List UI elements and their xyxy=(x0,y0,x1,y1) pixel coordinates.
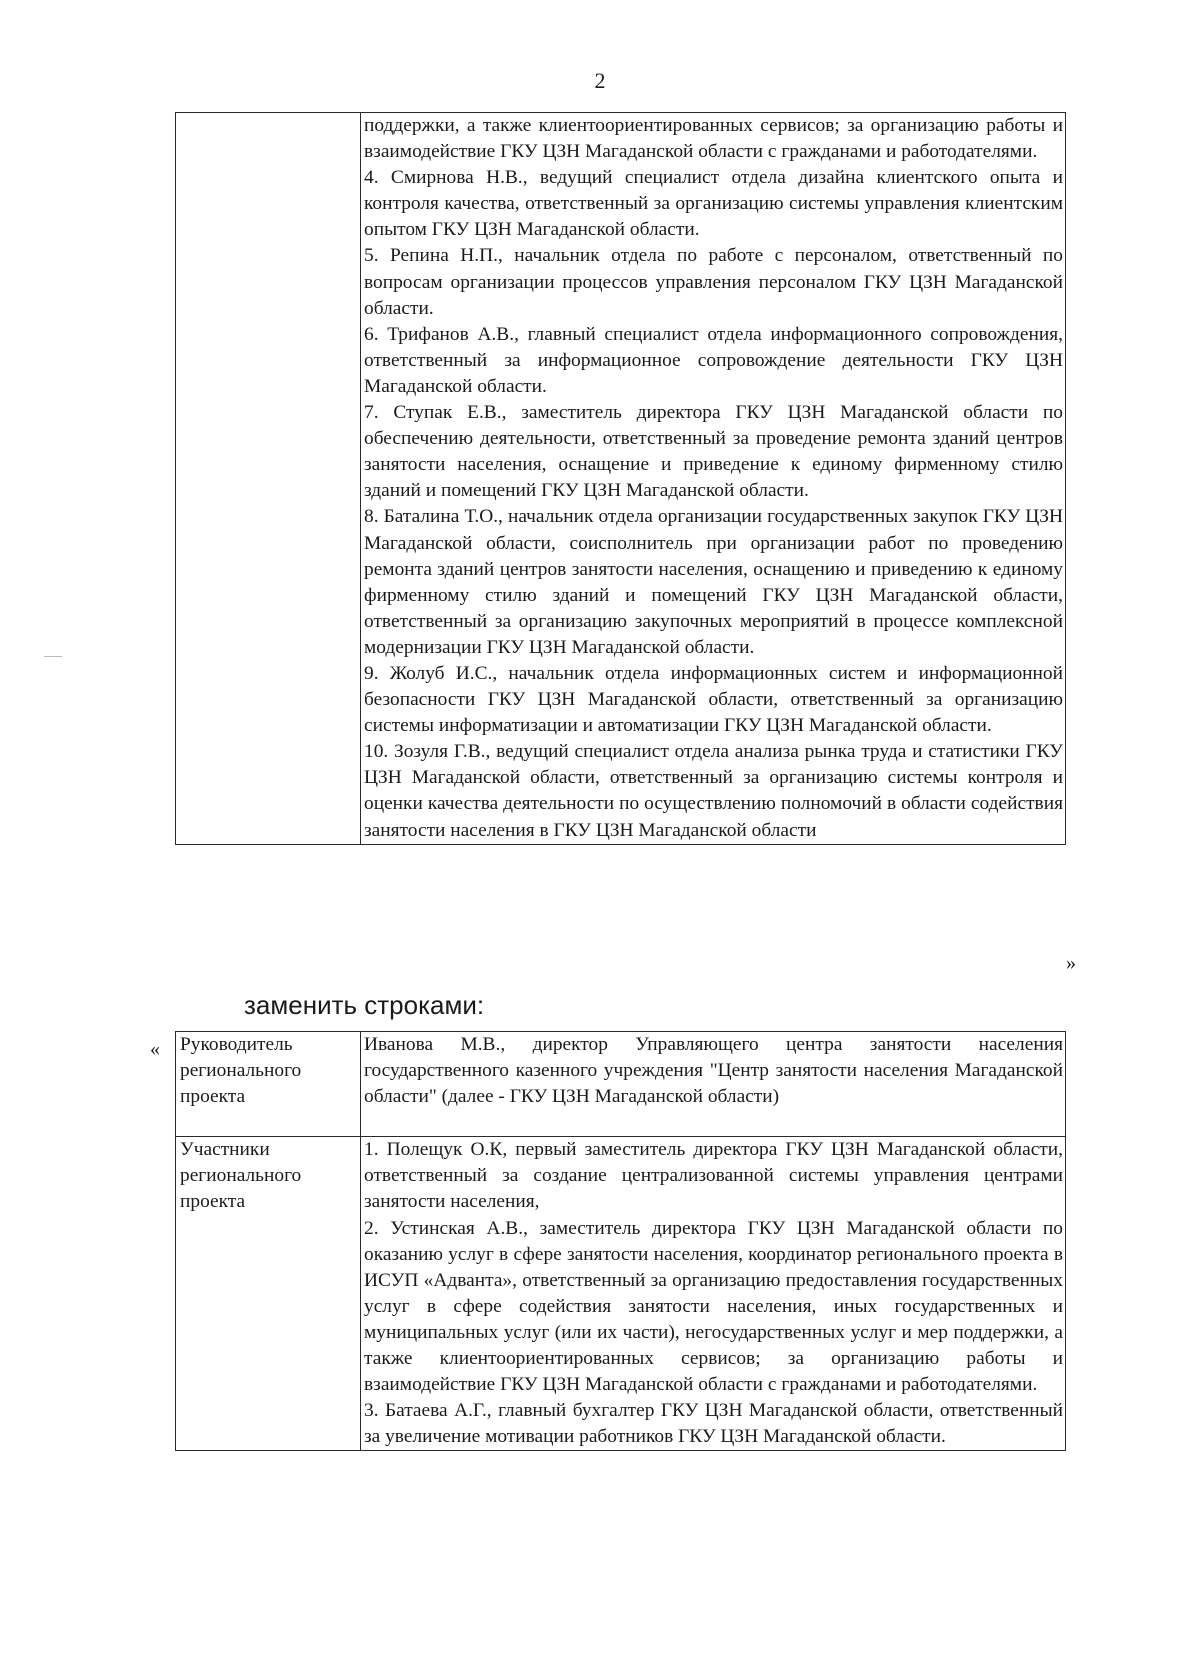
page-number: 2 xyxy=(594,68,606,93)
label-participants xyxy=(176,1137,361,1451)
label-project-lead xyxy=(176,1032,361,1137)
project-lead-text: Иванова М.В., директор Управляющего центра занятости населения государственного казенного учреждения "Центр занятости населения Магаданской области" (далее - ГКУ ЦЗН Магаданской области) xyxy=(364,1034,1063,1108)
bottom-table xyxy=(175,1031,1066,1451)
margin-mark xyxy=(44,656,62,657)
table-row xyxy=(176,1137,1066,1451)
participant-item-1: 1. Полещук О.К, первый заместитель директора ГКУ ЦЗН Магаданской области, ответственный за создание централизованной системы управления центрами занятости населения, xyxy=(364,1139,1063,1213)
replace-heading: заменить строками: xyxy=(244,990,485,1020)
participants-continued-cell xyxy=(361,113,1066,845)
paragraph-continued: поддержки, а также клиентоориентированных сервисов; за организацию работы и взаимодействие ГКУ ЦЗН Магаданской области с гражданами и работодателями. xyxy=(364,115,1063,163)
paragraph-item-9: 9. Жолуб И.С., начальник отдела информационных систем и информационной безопасности ГКУ ЦЗН Магаданской области, ответственный за организацию системы информатизации и автоматизации ГКУ ЦЗН Магаданской области. xyxy=(364,662,1063,737)
closing-quote: » xyxy=(1066,952,1076,974)
label-project-lead-text: Руководитель регионального проекта xyxy=(180,1034,302,1108)
participant-item-2: 2. Устинская А.В., заместитель директора ГКУ ЦЗН Магаданской области по оказанию услуг в сфере занятости населения, координатор регионального проекта в ИСУП «Адванта», ответственный за организацию предоставления государственных услуг в сфере содействия занятости населения, иных государственных и муниципальных услуг (или их части), негосударственных услуг и мер поддержки, а также клиентоориентированных сервисов; за организацию работы и взаимодействие ГКУ ЦЗН Магаданской области с гражданами и работодателями. xyxy=(364,1217,1063,1396)
label-participants-text: Участники регионального проекта xyxy=(180,1139,302,1213)
paragraph-item-7: 7. Ступак Е.В., заместитель директора ГКУ ЦЗН Магаданской области по обеспечению деятельности, ответственный за проведение ремонта зданий центров занятости населения, оснащение и приведение к единому фирменному стилю зданий и помещений ГКУ ЦЗН Магаданской области. xyxy=(364,402,1063,502)
empty-label-cell xyxy=(176,113,361,845)
paragraph-item-10: 10. Зозуля Г.В., ведущий специалист отдела анализа рынка труда и статистики ГКУ ЦЗН Магаданской области, ответственный за организацию системы контроля и оценки качества деятельности по осуществлению полномочий в области содействия занятости населения в ГКУ ЦЗН Магаданской области xyxy=(364,741,1063,841)
participants-cell xyxy=(361,1137,1066,1451)
project-lead-cell xyxy=(361,1032,1066,1137)
opening-quote: « xyxy=(150,1038,160,1060)
paragraph-item-6: 6. Трифанов А.В., главный специалист отдела информационного сопровождения, ответственный за информационное сопровождение деятельности ГКУ ЦЗН Магаданской области. xyxy=(364,323,1063,397)
paragraph-item-4: 4. Смирнова Н.В., ведущий специалист отдела дизайна клиентского опыта и контроля качества, ответственный за организацию системы управления клиентским опытом ГКУ ЦЗН Магаданской области. xyxy=(364,167,1063,241)
top-table xyxy=(175,112,1066,845)
table-row xyxy=(176,1032,1066,1137)
table-row xyxy=(176,113,1066,845)
participant-item-3: 3. Батаева А.Г., главный бухгалтер ГКУ ЦЗН Магаданской области, ответственный за увеличение мотивации работников ГКУ ЦЗН Магаданской области. xyxy=(364,1400,1063,1448)
paragraph-item-5: 5. Репина Н.П., начальник отдела по работе с персоналом, ответственный по вопросам организации процессов управления персоналом ГКУ ЦЗН Магаданской области. xyxy=(364,245,1063,319)
paragraph-item-8: 8. Баталина Т.О., начальник отдела организации государственных закупок ГКУ ЦЗН Магаданской области, соисполнитель при организации работ по проведению ремонта зданий центров занятости населения, оснащению и приведению к единому фирменному стилю зданий и помещений ГКУ ЦЗН Магаданской области, ответственный за организацию закупочных мероприятий в процессе комплексной модернизации ГКУ ЦЗН Магаданской области. xyxy=(364,506,1063,658)
